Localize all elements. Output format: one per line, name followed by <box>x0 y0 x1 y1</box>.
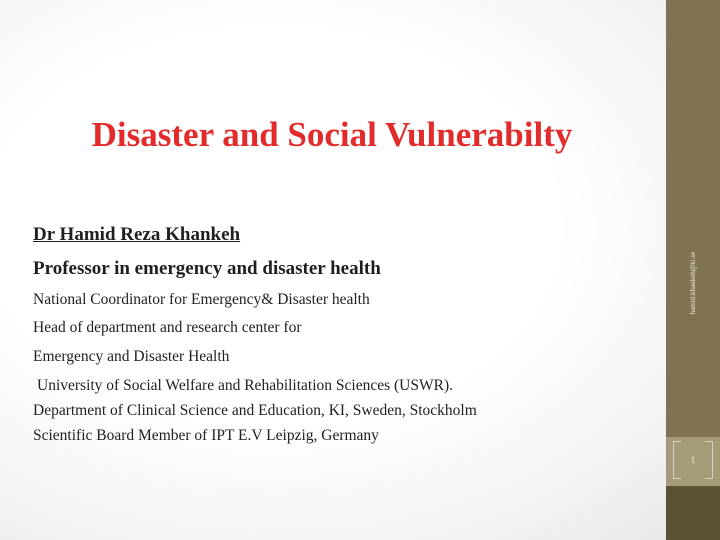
presenter-name: Dr Hamid Reza Khankeh <box>33 224 241 245</box>
affiliation-line: Department of Clinical Science and Education, KI, Sweden, Stockholm <box>33 402 477 419</box>
slide-title: Disaster and Social Vulnerabilty <box>91 115 573 154</box>
sidebar-lower-band <box>666 486 720 540</box>
affiliation-line: National Coordinator for Emergency& Disaster health <box>33 291 370 308</box>
affiliation-line: Scientific Board Member of IPT E.V Leipzig, Germany <box>33 427 379 444</box>
footer-email: hamid.khankeh@ki.se <box>689 251 697 315</box>
page-number-badge <box>673 441 713 479</box>
sidebar-upper-band <box>666 0 720 437</box>
presenter-role: Professor in emergency and disaster health <box>33 258 381 279</box>
page-number: 1 <box>690 455 696 465</box>
affiliation-line: Emergency and Disaster Health <box>33 348 230 365</box>
affiliation-line: Head of department and research center for <box>33 319 302 336</box>
affiliation-line: University of Social Welfare and Rehabilitation Sciences (USWR). <box>37 377 453 394</box>
